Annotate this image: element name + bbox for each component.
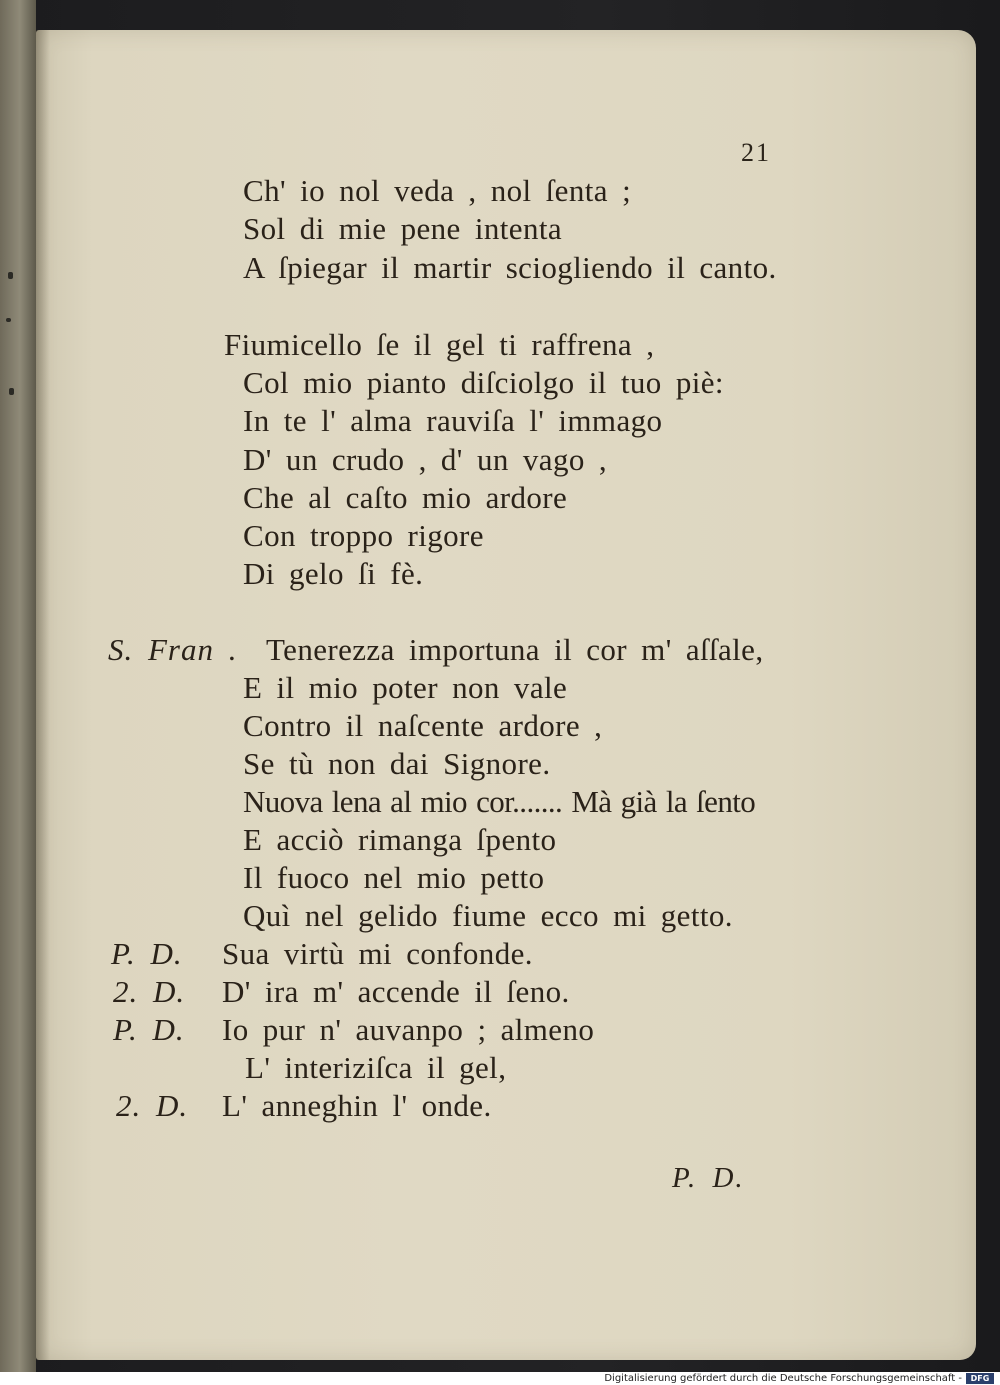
verse-line: Sua virtù mi confonde. [222, 936, 533, 971]
verse-line: In te l' alma rauviſa l' immago [243, 403, 663, 438]
verse-line: Ch' io nol veda , nol ſenta ; [243, 173, 632, 208]
verse-line: Quì nel gelido fiume ecco mi getto. [243, 898, 733, 933]
spine-shadow [36, 30, 50, 1360]
verse-line: E il mio poter non vale [243, 670, 568, 705]
verse-line: A ſpiegar il martir sciogliendo il canto. [243, 250, 777, 285]
verse-line: Di gelo ſi fè. [243, 556, 424, 591]
verse-line: Fiumicello ſe il gel ti raffrena , [224, 327, 655, 362]
ink-mark [8, 272, 13, 279]
verse-line: L' interiziſca il gel, [245, 1050, 507, 1085]
verse-line: Nuova lena al mio cor....... Mà già la ſento [243, 784, 756, 819]
verse-line: D' ira m' accende il ſeno. [222, 974, 570, 1009]
verse-line: Che al caſto mio ardore [243, 480, 568, 515]
page-number: 21 [741, 138, 771, 167]
verse-line: Il fuoco nel mio petto [243, 860, 545, 895]
verse-line: Sol di mie pene intenta [243, 211, 563, 246]
verse-line: D' un crudo , d' un vago , [243, 442, 608, 477]
dfg-logo-icon: DFG [966, 1373, 994, 1384]
speaker-label: P. D. [113, 1012, 185, 1047]
verse-line: Io pur n' auvanpo ; almeno [222, 1012, 595, 1047]
catchword: P. D. [672, 1162, 745, 1194]
verse-line: Col mio pianto diſciolgo il tuo piè: [243, 365, 724, 400]
ink-mark [6, 318, 11, 322]
verse-line: E acciò rimanga ſpento [243, 822, 557, 857]
ink-mark [9, 388, 14, 395]
previous-page-edge [0, 0, 36, 1372]
footer-credit: Digitalisierung gefördert durch die Deutsche Forschungsgemeinschaft - [604, 1373, 962, 1384]
verse-line: Contro il naſcente ardore , [243, 708, 603, 743]
verse-line: Tenerezza importuna il cor m' aſſale, [266, 632, 764, 667]
verse-line: L' anneghin l' onde. [222, 1088, 492, 1123]
speaker-label: S. Fran . [108, 632, 238, 667]
digitization-footer [0, 1372, 1000, 1385]
speaker-label: 2. D. [116, 1088, 189, 1123]
speaker-label: P. D. [111, 936, 183, 971]
verse-line: Con troppo rigore [243, 518, 484, 553]
verse-line: Se tù non dai Signore. [243, 746, 551, 781]
speaker-label: 2. D. [113, 974, 186, 1009]
